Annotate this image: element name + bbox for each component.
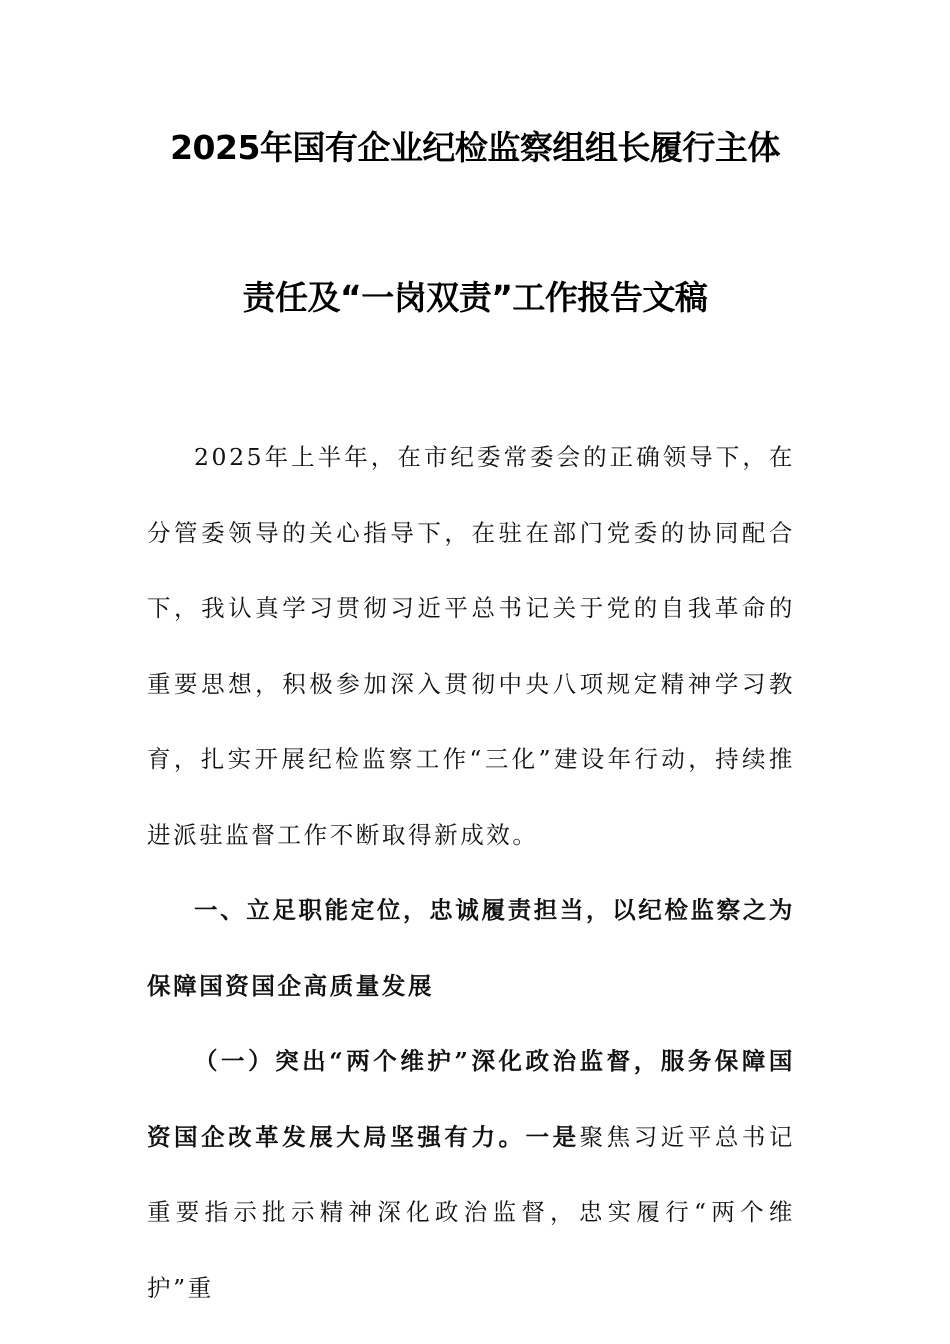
document-title-line-2: 责任及“一岗双责”工作报告文稿: [242, 278, 708, 317]
intro-paragraph: 2025年上半年，在市纪委常委会的正确领导下，在分管委领导的关心指导下，在驻在部门党委的协同配合下，我认真学习贯彻习近平总书记关于党的自我革命的重要思想，积极参加深入贯彻中央八项规定精神学习教育，扎实开展纪检监察工作“三化”建设年行动，持续推进派驻监督工作不断取得新成效。: [147, 443, 795, 849]
subsection-heading-1: （一）突出“两个维护”深化政治监督，服务保障国资国企改革发展大局坚强有力。一是: [147, 1047, 795, 1151]
document-body: [147, 420, 795, 1326]
subsection-paragraph-1: [147, 1024, 795, 1326]
subsection-text-1: 聚焦习近平总书记重要指示批示精神深化政治监督，忠实履行“两个维护”重: [147, 1122, 795, 1302]
document-title-line-1: 2025年国有企业纪检监察组组长履行主体: [170, 128, 780, 167]
section-heading-1: 一、立足职能定位，忠诚履责担当，以纪检监察之为保障国资国企高质量发展: [147, 896, 795, 1000]
